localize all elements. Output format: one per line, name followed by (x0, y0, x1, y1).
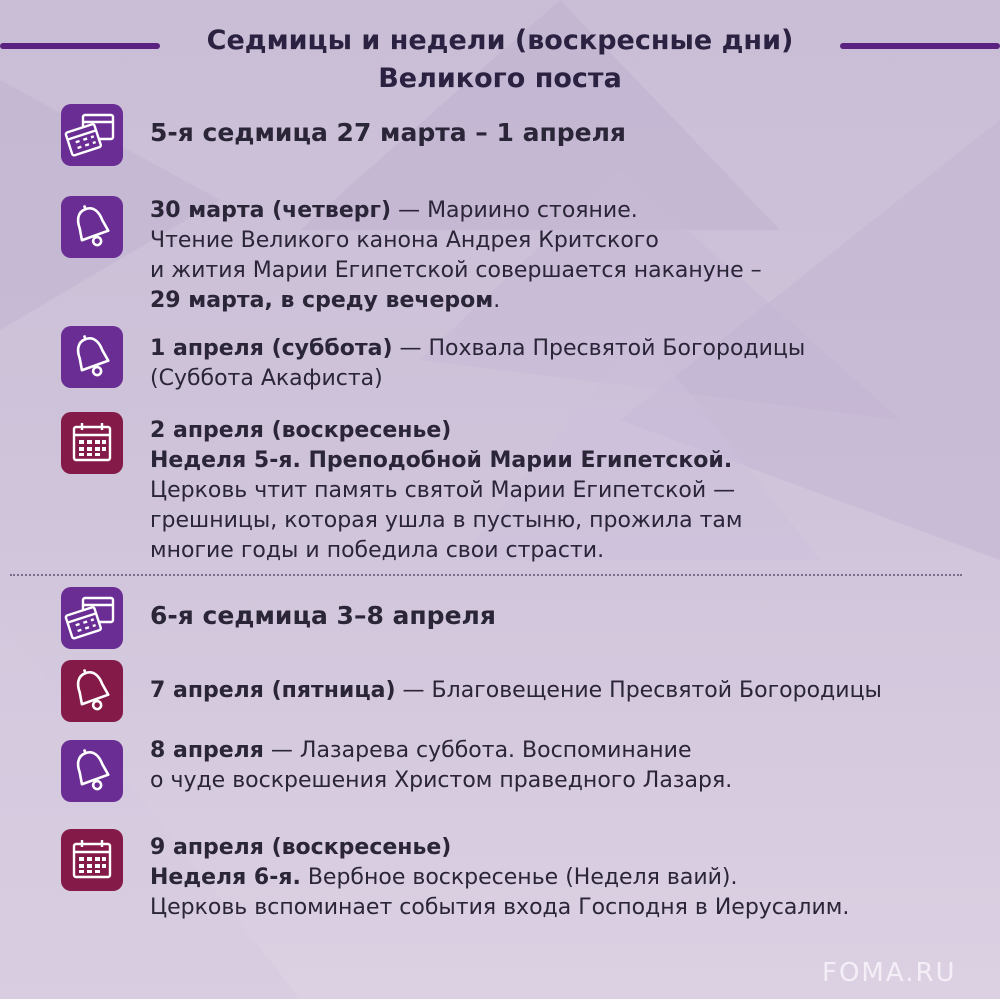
entry-desc: — Мариино стояние. (391, 198, 638, 223)
week-5-heading: 5-я седмица 27 марта – 1 апреля (150, 118, 626, 147)
entry-date: 7 апреля (пятница) (150, 678, 396, 703)
bell-icon (61, 326, 123, 388)
title-left-bar (0, 43, 160, 49)
bell-icon (61, 660, 123, 722)
entry-line-end: . (493, 288, 501, 313)
calendars-icon (61, 104, 123, 166)
entry-line-bold: Неделя 5-я. Преподобной Марии Египетской. (150, 448, 733, 473)
entry-desc: — Похвала Пресвятой Богородицы (392, 336, 806, 361)
entry-1-april-text (150, 334, 805, 394)
entry-line: многие годы и победила свои страсти. (150, 538, 605, 563)
brand-watermark: FOMA.RU (822, 958, 957, 988)
entry-desc: — Благовещение Пресвятой Богородицы (395, 678, 882, 703)
bell-icon (61, 196, 123, 258)
entry-line-bold: 29 марта, в среду вечером (150, 288, 494, 313)
entry-9-april-text (150, 833, 849, 923)
entry-8-april-text (150, 736, 732, 796)
entry-line-bold: Неделя 6-я. (150, 865, 301, 890)
week-6-heading: 6-я седмица 3–8 апреля (150, 601, 496, 630)
entry-7-april-text (150, 676, 882, 706)
entry-30-march-text (150, 196, 762, 316)
entry-date: 8 апреля (150, 738, 264, 763)
title-right-bar (840, 43, 1000, 49)
entry-line: (Суббота Акафиста) (150, 366, 383, 391)
entry-2-april-text (150, 416, 742, 566)
calendars-icon (61, 587, 123, 649)
entry-line: и жития Марии Египетской совершается накануне – (150, 258, 762, 283)
entry-date: 1 апреля (суббота) (150, 336, 393, 361)
calendar-icon (61, 829, 123, 891)
entry-desc: — Лазарева суббота. Воспоминание (263, 738, 692, 763)
entry-line: о чуде воскрешения Христом праведного Лазаря. (150, 768, 733, 793)
section-divider (10, 574, 962, 576)
entry-line: Церковь чтит память святой Марии Египетской — (150, 478, 736, 503)
bell-icon (61, 740, 123, 802)
entry-desc: Вербное воскресенье (Неделя ваий). (300, 865, 738, 890)
entry-date: 30 марта (четверг) (150, 198, 392, 223)
title-line-1: Седмицы и недели (воскресные дни) (206, 25, 794, 56)
calendar-icon (61, 412, 123, 474)
entry-date: 2 апреля (воскресенье) (150, 418, 452, 443)
entry-line: грешницы, которая ушла в пустыню, прожила там (150, 508, 743, 533)
entry-line: Чтение Великого канона Андрея Критского (150, 228, 659, 253)
page-title (170, 22, 830, 98)
entry-date: 9 апреля (воскресенье) (150, 835, 452, 860)
entry-line: Церковь вспоминает события входа Господня в Иерусалим. (150, 895, 850, 920)
title-line-2: Великого поста (378, 63, 622, 94)
